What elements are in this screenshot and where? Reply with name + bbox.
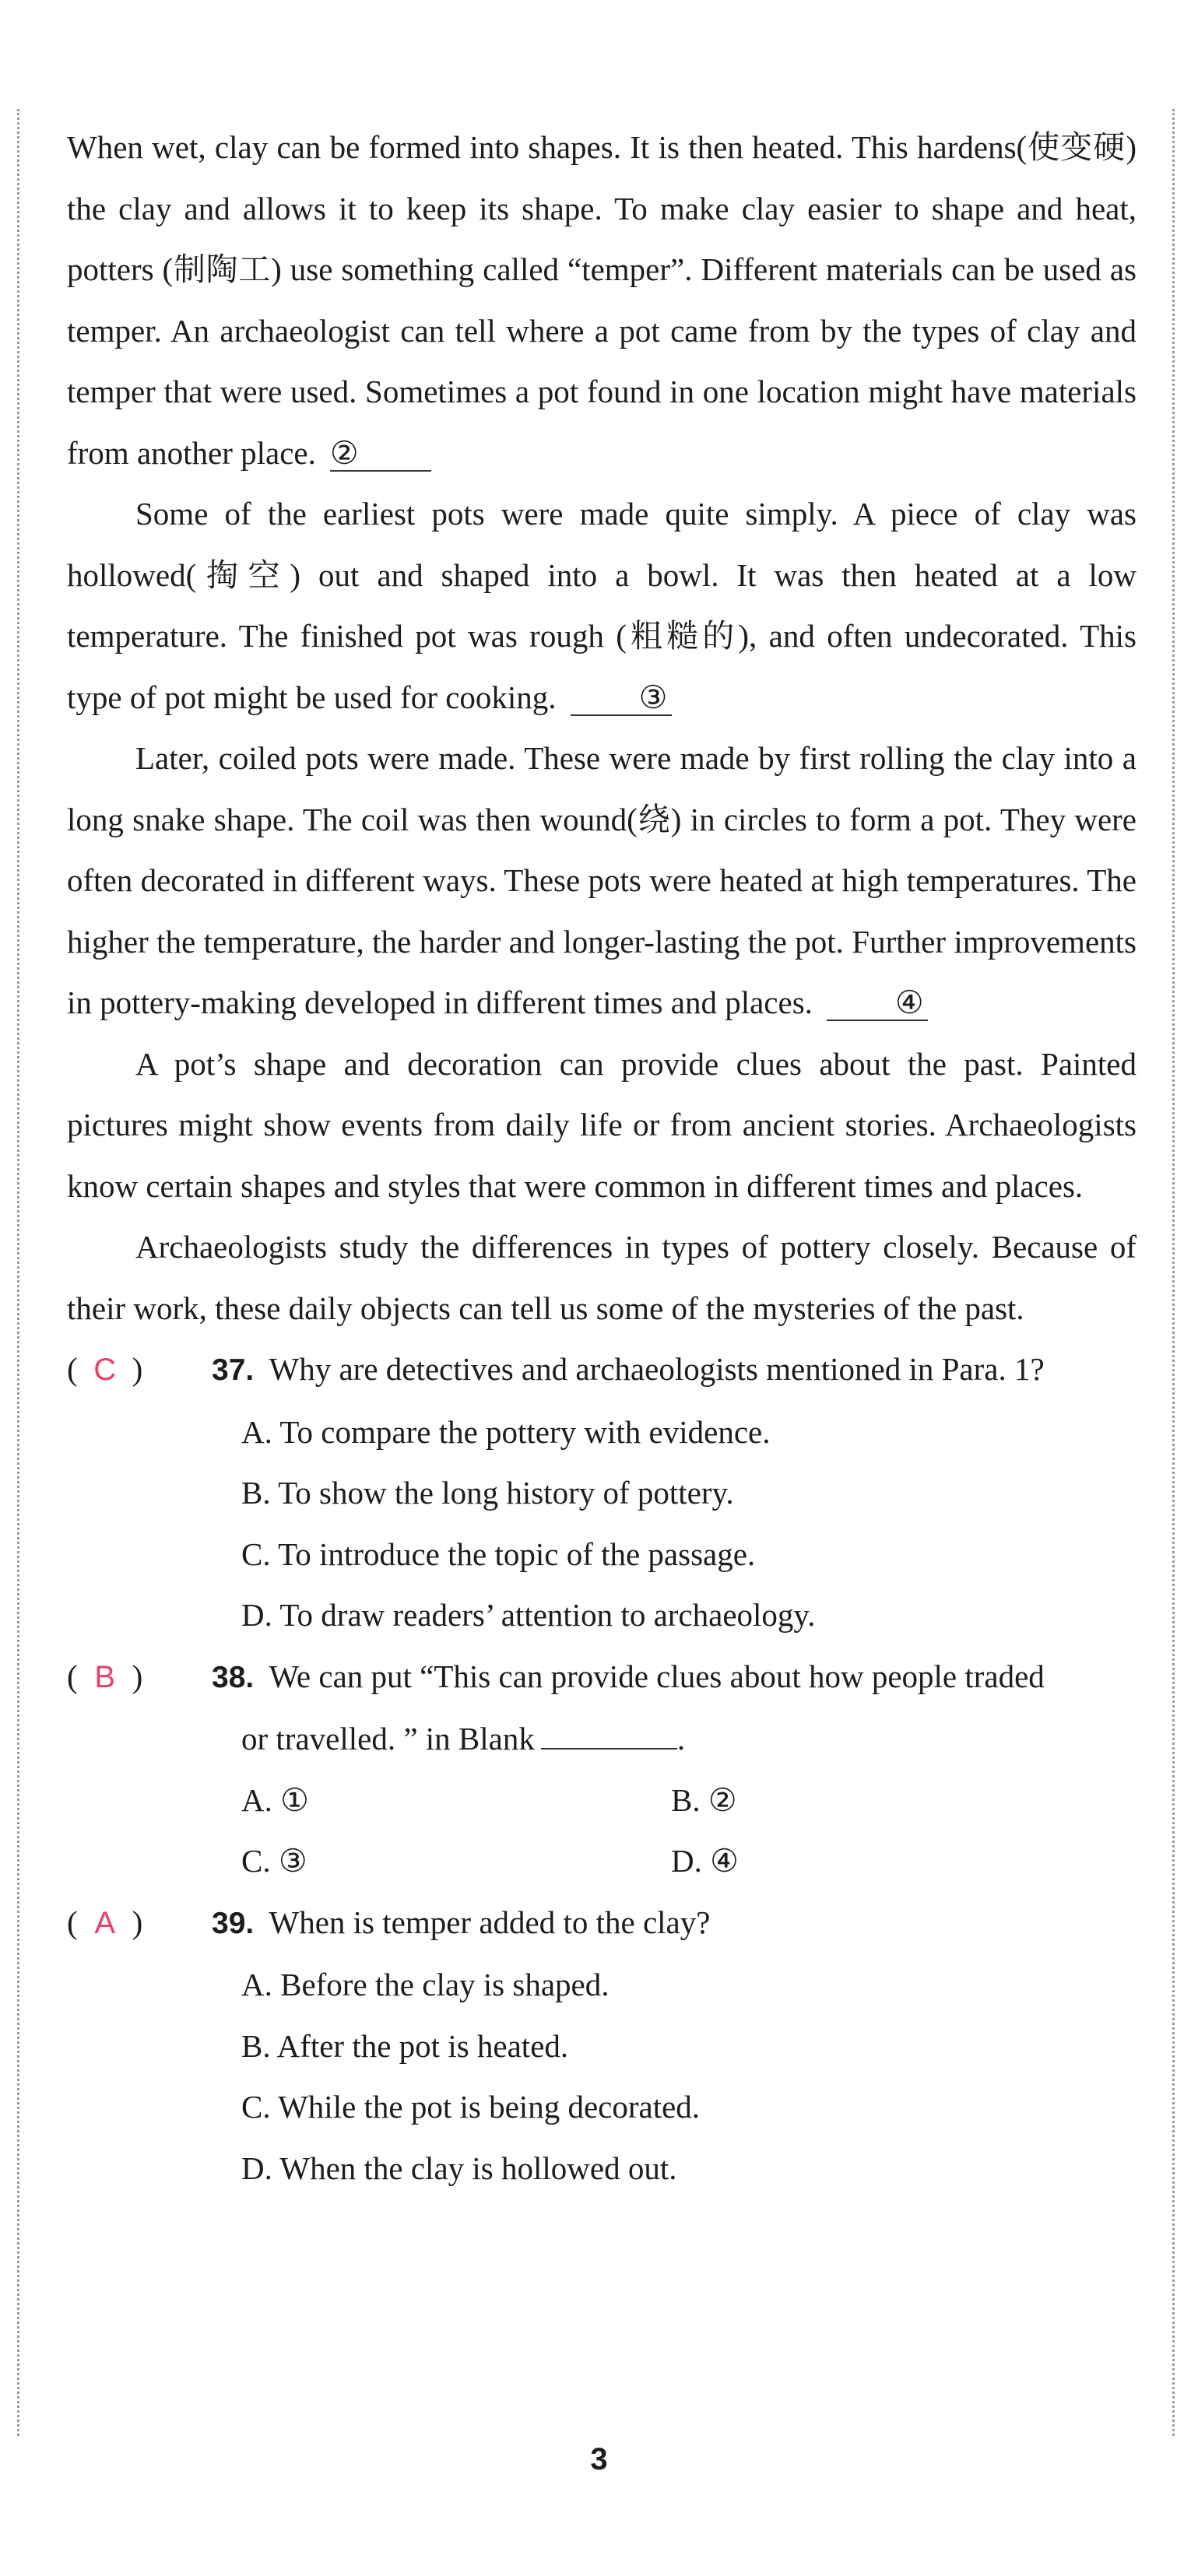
- page-number: 3: [590, 2442, 608, 2476]
- answer-38: B: [94, 1659, 115, 1694]
- option-38-c: C. ③: [241, 1843, 307, 1879]
- question-number-37: 37.: [212, 1353, 255, 1387]
- option-37-b: B. To show the long history of pottery.: [241, 1475, 734, 1511]
- question-stem-38: We can put “This can provide clues about how people traded: [269, 1658, 1045, 1694]
- worksheet-page: [67, 117, 1137, 2199]
- answer-39: A: [94, 1905, 115, 1940]
- question-39: [67, 1892, 1137, 2199]
- blank-2: ②: [330, 436, 431, 472]
- passage-paragraph-3: Later, coiled pots were made. These were made by first rolling the clay into a long snake shape. The coil was then wound(绕) in circles to form a pot. They were often decorated in different ways. These pots were heated at high temperatures. The higher the temperature, the harder and longer-lasting the pot. Further improvements in pottery-making developed in different times and places. ④: [67, 740, 1137, 1020]
- right-margin-dotted-line: [1172, 109, 1175, 2436]
- option-38-a: A. ①: [241, 1781, 309, 1818]
- question-37: [67, 1339, 1137, 1646]
- option-39-a: A. Before the clay is shaped.: [241, 1967, 610, 2002]
- passage-paragraph-2: Some of the earliest pots were made quite simply. A piece of clay was hollowed(掏空) out and shaped into a bowl. It was then heated at a low temperature. The finished pot was rough (粗糙的), and often undecorated. This type of pot might be used for cooking. ③: [67, 496, 1137, 715]
- options-38-row-2: [67, 1830, 1137, 1892]
- blank-3: ③: [571, 680, 672, 716]
- options-38-row-1: [67, 1770, 1137, 1831]
- answer-37: C: [93, 1353, 117, 1387]
- option-39-d: D. When the clay is hollowed out.: [241, 2150, 677, 2186]
- question-number-39: 39.: [212, 1906, 255, 1940]
- question-stem-39: When is temper added to the clay?: [269, 1904, 711, 1940]
- question-stem-38-continued: or travelled. ” in Blank .: [67, 1708, 1137, 1770]
- blank-4: ④: [827, 985, 928, 1021]
- option-37-d: D. To draw readers’ attention to archaeology.: [241, 1597, 816, 1633]
- question-38: [67, 1646, 1137, 1892]
- question-number-38: 38.: [212, 1660, 255, 1694]
- option-37-c: C. To introduce the topic of the passage.: [241, 1535, 756, 1572]
- option-37-a: A. To compare the pottery with evidence.: [241, 1413, 771, 1450]
- option-39-b: B. After the pot is heated.: [241, 2027, 569, 2064]
- option-38-d: D. ④: [671, 1843, 739, 1879]
- passage-paragraph-1: When wet, clay can be formed into shapes. It is then heated. This hardens(使变硬) the clay and allows it to keep its shape. To make clay easier to shape and heat, potters (制陶工) use something called “temper”. Different materials can be used as temper. An archaeologist can tell where a pot came from by the types of clay and temper that were used. Sometimes a pot found in one location might have materials from another place. ②: [67, 129, 1137, 471]
- option-38-b: B. ②: [671, 1781, 737, 1818]
- fill-blank-line: [541, 1717, 677, 1750]
- question-stem-37: Why are detectives and archaeologists mentioned in Para. 1?: [269, 1351, 1045, 1387]
- answer-bracket: ( C ): [67, 1339, 212, 1401]
- answer-bracket: ( A ): [67, 1892, 212, 1954]
- answer-bracket: ( B ): [67, 1646, 212, 1708]
- left-margin-dotted-line: [17, 109, 19, 2436]
- option-39-c: C. While the pot is being decorated.: [241, 2089, 701, 2125]
- passage-paragraph-5: Archaeologists study the differences in types of pottery closely. Because of their work, these daily objects can tell us some of the mysteries of the past.: [67, 1229, 1137, 1326]
- passage-paragraph-4: A pot’s shape and decoration can provide clues about the past. Painted pictures might show events from daily life or from ancient stories. Archaeologists know certain shapes and styles that were common in different times and places.: [67, 1045, 1137, 1204]
